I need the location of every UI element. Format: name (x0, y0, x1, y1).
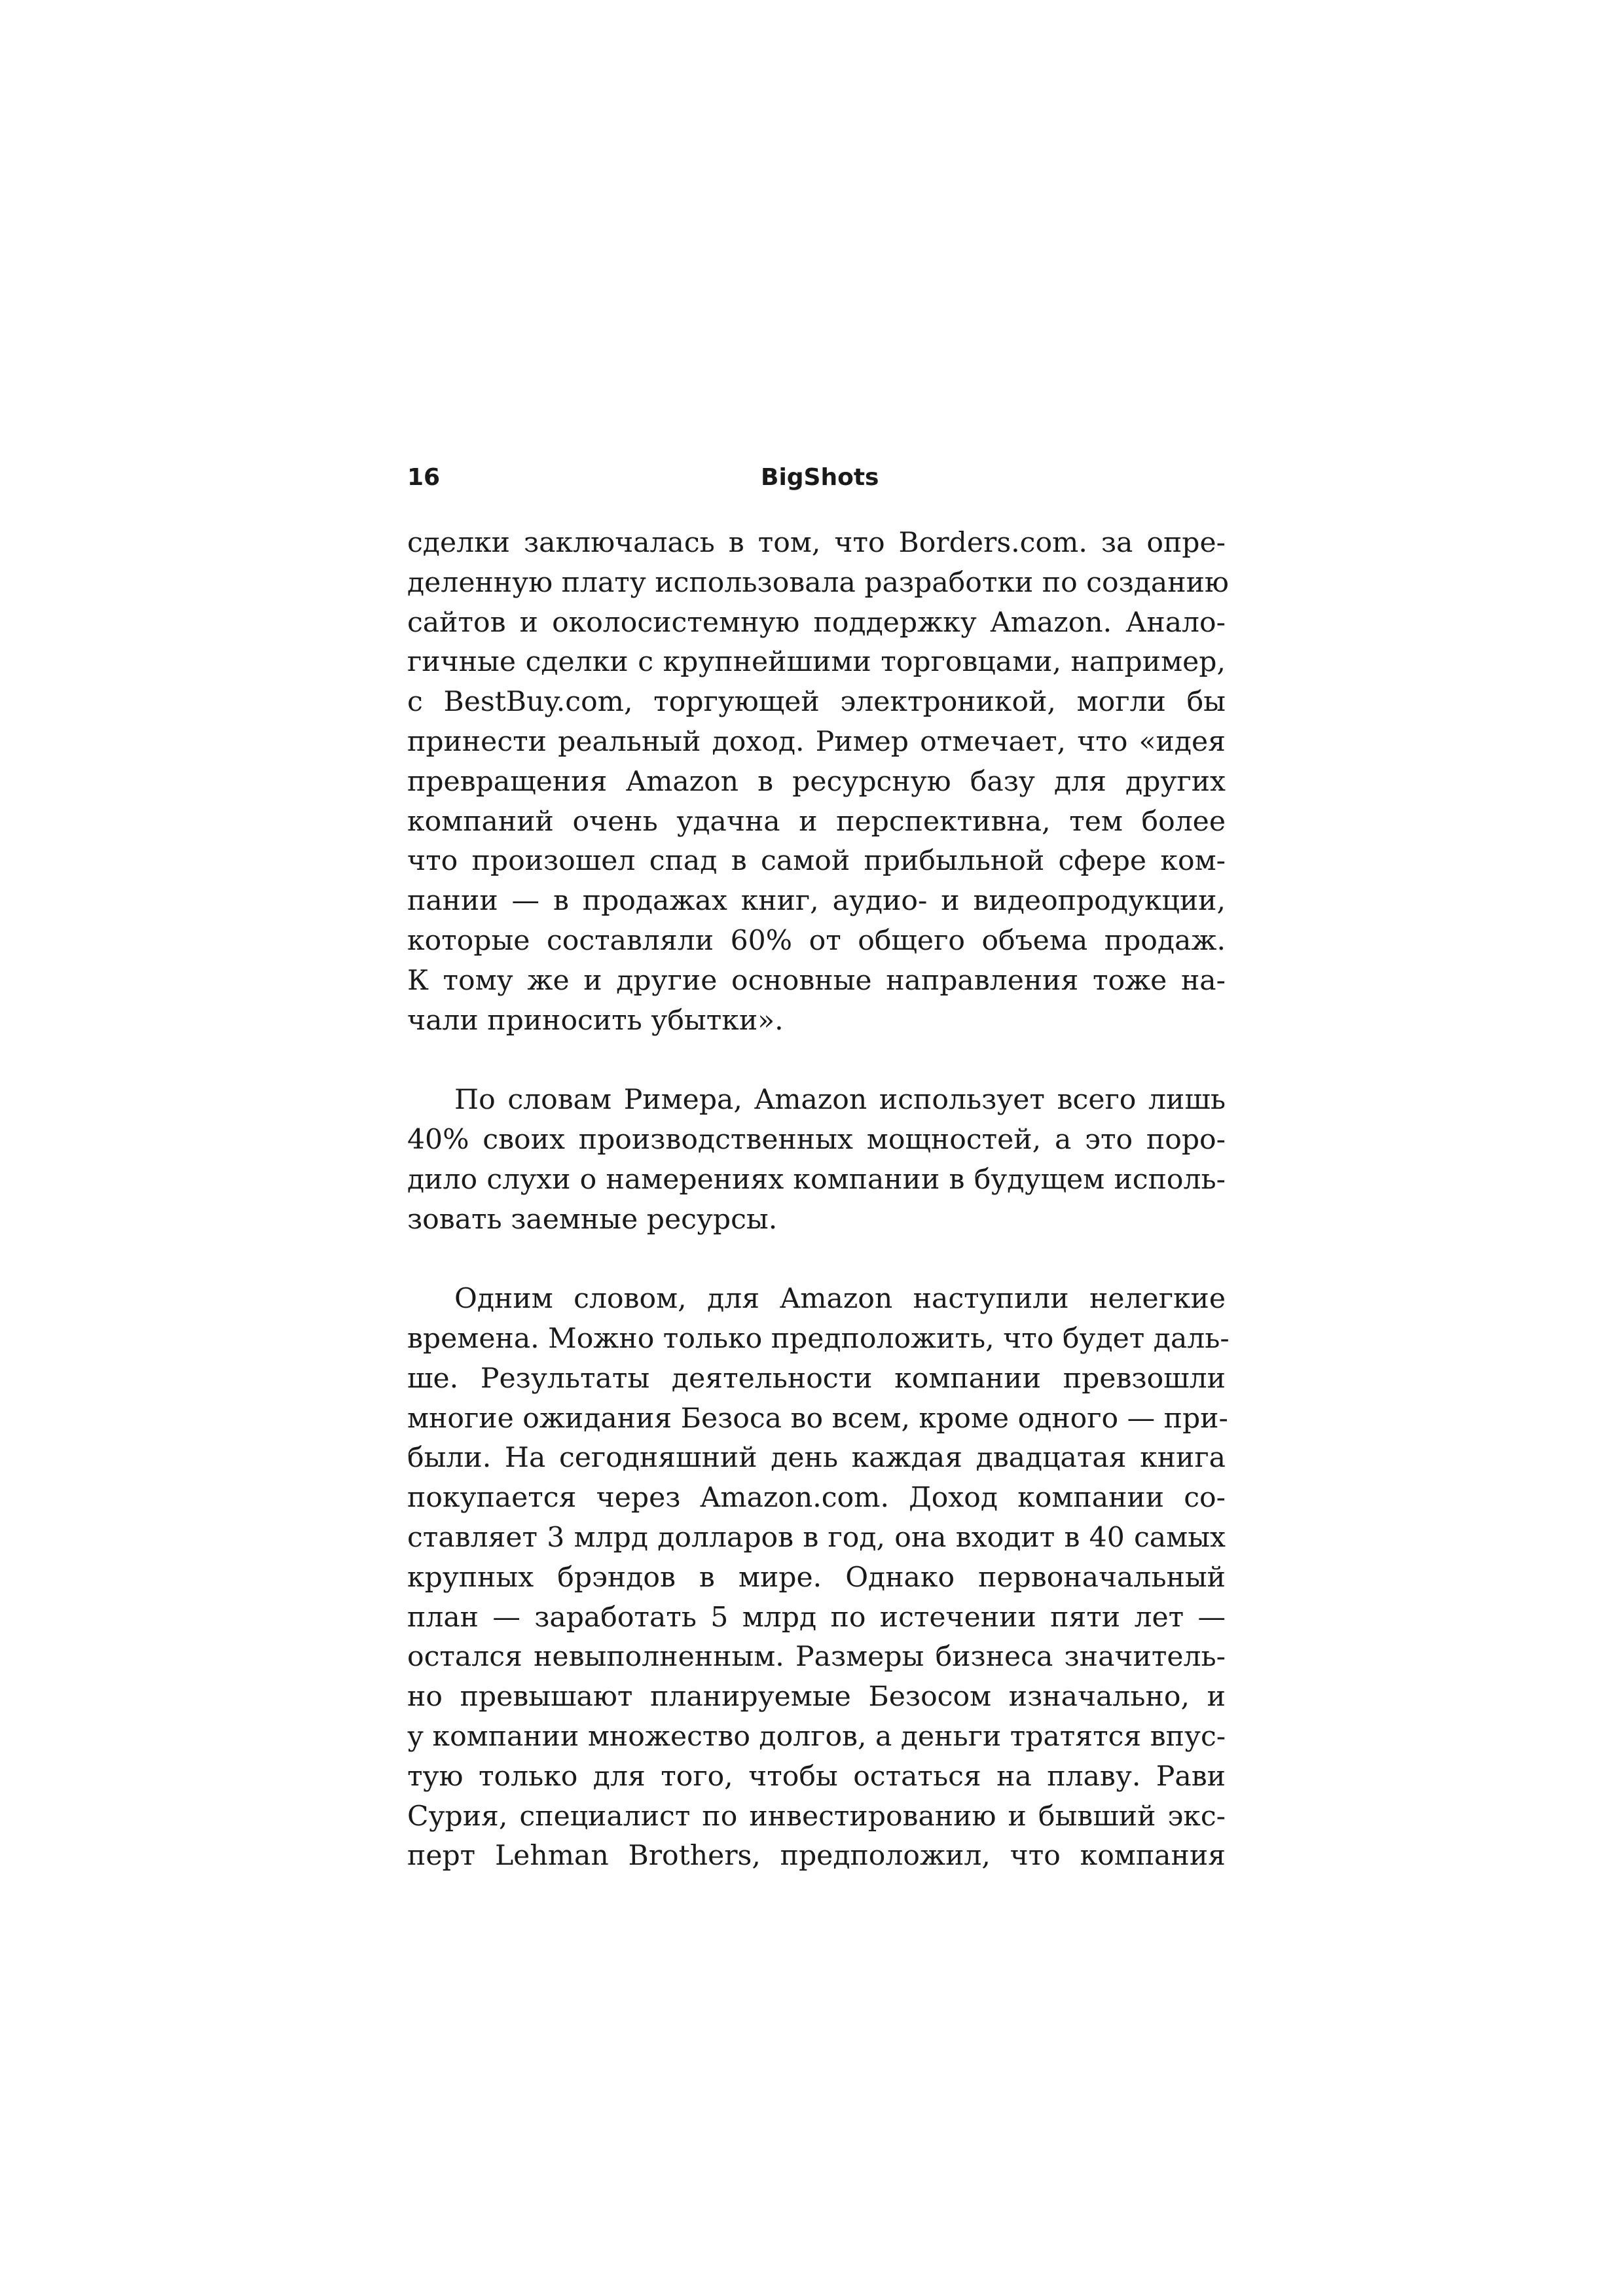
text-line: были. На сегодняшний день каждая двадцатая книга (407, 1442, 1226, 1475)
text-line: превращения Amazon в ресурсную базу для других (407, 765, 1226, 798)
text-line: многие ожидания Безоса во всем, кроме одного — при- (407, 1402, 1228, 1435)
text-line: Сурия, специалист по инвестированию и бывший экс- (407, 1800, 1226, 1833)
text-line: По словам Римера, Amazon использует всего лишь (454, 1084, 1226, 1117)
text-line: сайтов и околосистемную поддержку Amazon. Анало- (407, 606, 1226, 639)
text-line: принести реальный доход. Ример отмечает, что «идея (407, 725, 1226, 758)
text-line: ше. Результаты деятельности компании превзошли (407, 1362, 1226, 1395)
text-line: у компании множество долгов, а деньги тратятся впус- (407, 1720, 1226, 1753)
book-title: BigShots (761, 464, 879, 491)
paragraph-gap (407, 1041, 1226, 1081)
text-line: Одним словом, для Amazon наступили нелегкие (454, 1283, 1226, 1316)
text-line: ставляет 3 млрд долларов в год, она входит в 40 самых (407, 1521, 1226, 1554)
text-line: которые составляли 60% от общего объема продаж. (407, 924, 1226, 957)
text-line: сделки заключалась в том, что Borders.com. за опре- (407, 527, 1226, 559)
text-line: что произошел спад в самой прибыльной сфере ком- (407, 845, 1226, 878)
text-line: покупается через Amazon.com. Доход компании со- (407, 1482, 1226, 1515)
body-text (407, 524, 1230, 1876)
text-line: деленную плату использовала разработки по созданию (407, 566, 1229, 599)
text-line: гичные сделки с крупнейшими торговцами, например, (407, 646, 1226, 679)
paragraph-3 (407, 1280, 1230, 1876)
text-line: пании — в продажах книг, аудио- и видеопродукции, (407, 885, 1226, 918)
text-line: перт Lehman Brothers, предположил, что компания (407, 1840, 1226, 1873)
text-line: чали приносить убытки». (407, 1004, 784, 1037)
text-line: К тому же и другие основные направления тоже на- (407, 964, 1226, 997)
text-line: крупных брэндов в мире. Однако первоначальный (407, 1561, 1226, 1594)
text-line: но превышают планируемые Безосом изначально, и (407, 1681, 1226, 1713)
text-line: с BestBuy.com, торгующей электроникой, могли бы (407, 686, 1226, 719)
text-line: времена. Можно только предположить, что будет даль- (407, 1322, 1230, 1355)
paragraph-1 (407, 524, 1229, 1041)
text-line: дило слухи о намерениях компании в будущем исполь- (407, 1163, 1226, 1196)
text-line: компаний очень удачна и перспективна, тем более (407, 805, 1226, 838)
text-line: план — заработать 5 млрд по истечении пяти лет — (407, 1601, 1226, 1634)
text-line: зовать заемные ресурсы. (407, 1203, 778, 1236)
page-number: 16 (407, 464, 441, 491)
text-line: 40% своих производственных мощностей, а это поро- (407, 1123, 1226, 1156)
running-head (407, 458, 1226, 497)
text-line: тую только для того, чтобы остаться на плаву. Рави (407, 1760, 1226, 1793)
paragraph-gap (407, 1240, 1226, 1280)
text-line: остался невыполненным. Размеры бизнеса значитель- (407, 1641, 1226, 1674)
paragraph-2 (407, 1081, 1226, 1240)
